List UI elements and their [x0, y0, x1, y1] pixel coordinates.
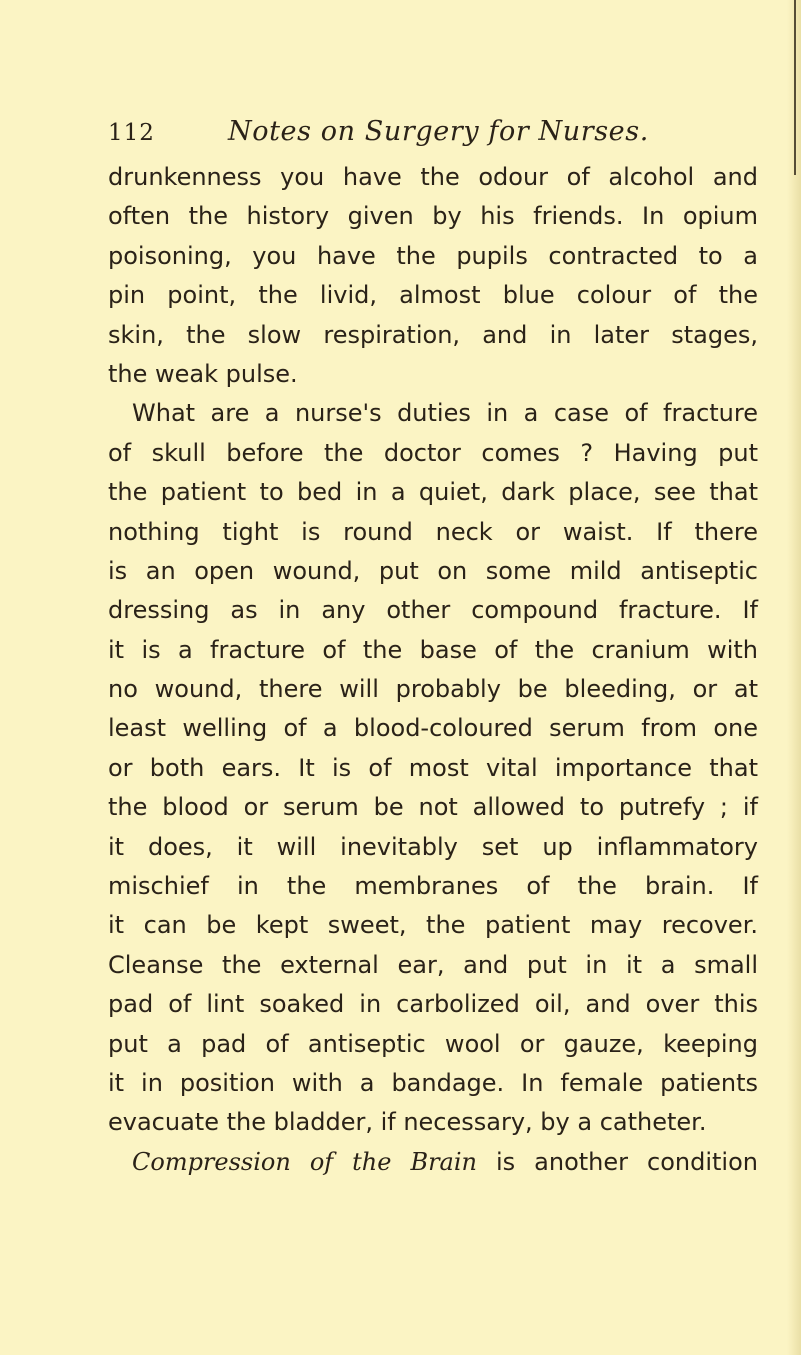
text-line: of skull before the doctor comes ? Having put [108, 438, 758, 467]
text-line: Cleanse the external ear, and put in it a small [108, 950, 758, 979]
italic-phrase: Compression of the Brain [132, 1147, 477, 1176]
line-remainder: is another condition [477, 1147, 758, 1176]
text-line: the blood or serum be not allowed to putrefy ; if [108, 793, 758, 822]
text-line: least welling of a blood-coloured serum from one [108, 714, 758, 743]
text-line: it does, it will inevitably set up inflammatory [108, 832, 758, 861]
text-line: no wound, there will probably be bleeding, or at [108, 675, 758, 704]
text-line: the weak pulse. [108, 359, 298, 388]
text-line: pin point, the livid, almost blue colour of the [108, 281, 758, 310]
text-line: skin, the slow respiration, and in later stages, [108, 320, 758, 349]
body-text [108, 158, 758, 1182]
text-line: evacuate the bladder, if necessary, by a catheter. [108, 1108, 707, 1137]
paragraph-start-line: What are a nurse's duties in a case of fracture [132, 399, 758, 428]
page-edge [787, 0, 801, 1355]
text-line: or both ears. It is of most vital importance that [108, 753, 758, 782]
text-line: poisoning, you have the pupils contracted to a [108, 241, 758, 270]
page-number: 112 [108, 120, 155, 146]
paragraph-start-line [108, 1143, 758, 1182]
text-line: it is a fracture of the base of the cranium with [108, 635, 758, 664]
text-line: dressing as in any other compound fracture. If [108, 596, 758, 625]
page-edge-shadow [794, 0, 796, 175]
text-line: often the history given by his friends. In opium [108, 202, 758, 231]
text-line: the patient to bed in a quiet, dark place, see that [108, 478, 758, 507]
running-title: Notes on Surgery for Nurses. [228, 116, 649, 147]
text-line: drunkenness you have the odour of alcohol and [108, 163, 758, 191]
text-line: it can be kept sweet, the patient may recover. [108, 911, 758, 940]
text-line: put a pad of antiseptic wool or gauze, keeping [108, 1029, 758, 1058]
text-line: is an open wound, put on some mild antiseptic [108, 556, 758, 585]
text-line: pad of lint soaked in carbolized oil, and over this [108, 990, 758, 1019]
text-line: nothing tight is round neck or waist. If there [108, 517, 758, 546]
text-line: mischief in the membranes of the brain. If [108, 872, 758, 901]
text-line: it in position with a bandage. In female patients [108, 1068, 758, 1097]
